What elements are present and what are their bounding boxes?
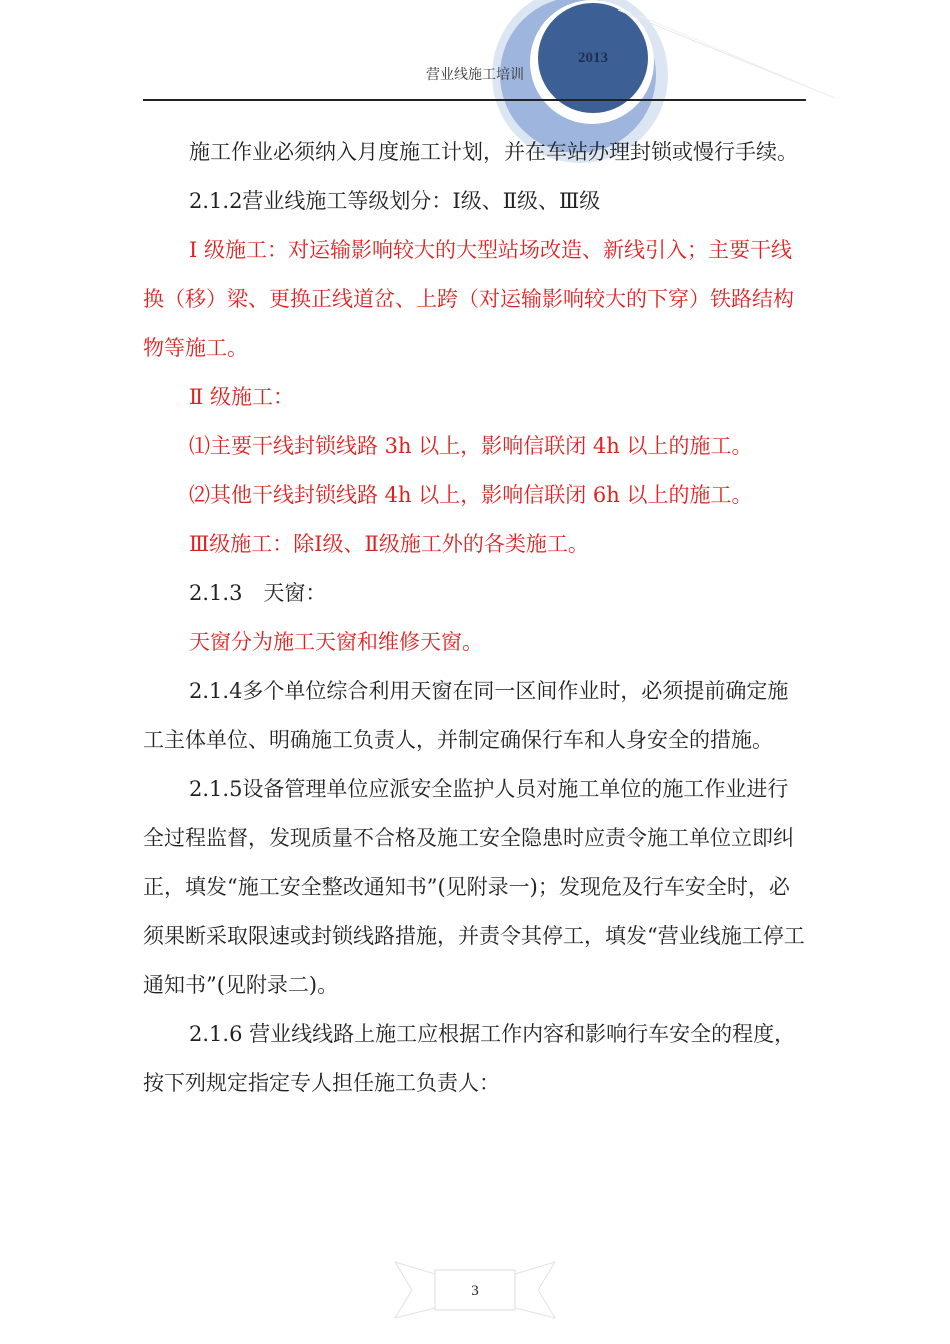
paragraph: 2.1.4多个单位综合利用天窗在同一区间作业时，必须提前确定施工主体单位、明确施工负责人，并制定确保行车和人身安全的措施。 (143, 679, 789, 752)
paragraph: 2.1.5设备管理单位应派安全监护人员对施工单位的施工作业进行全过程监督，发现质量不合格及施工安全隐患时应责令施工单位立即纠正，填发“施工安全整改通知书”(见附录一)；发现危及行车安全时，必须果断采取限速或封锁线路措施，并责令其停工，填发“营业线施工停工通知书”(见附录二)。 (143, 777, 805, 997)
page-number: 3 (471, 1283, 479, 1299)
paragraph: 施工作业必须纳入月度施工计划，并在车站办理封锁或慢行手续。 (189, 140, 798, 164)
paragraph: Ⅰ 级施工：对运输影响较大的大型站场改造、新线引入；主要干线换（移）梁、更换正线道岔、上跨（对运输影响较大的下穿）铁路结构物等施工。 (143, 238, 794, 360)
paragraph: ⑴主要干线封锁线路 3h 以上，影响信联闭 4h 以上的施工。 (189, 434, 753, 458)
paragraph: 2.1.3 天窗： (189, 581, 327, 605)
paragraph: 2.1.6 营业线线路上施工应根据工作内容和影响行车安全的程度，按下列规定指定专人担任施工负责人： (143, 1022, 796, 1095)
paragraph: ⑵其他干线封锁线路 4h 以上，影响信联闭 6h 以上的施工。 (189, 483, 753, 507)
header-rule (143, 99, 806, 101)
header-title: 营业线施工培训 (426, 67, 524, 83)
header-year: 2013 (578, 50, 608, 66)
paragraph: Ⅲ级施工：除Ⅰ级、Ⅱ级施工外的各类施工。 (189, 532, 589, 556)
paragraph: 天窗分为施工天窗和维修天窗。 (189, 630, 483, 654)
document-body (143, 128, 808, 1108)
paragraph: Ⅱ 级施工： (189, 385, 294, 409)
paragraph: 2.1.2营业线施工等级划分：Ⅰ级、Ⅱ级、Ⅲ级 (189, 189, 601, 213)
